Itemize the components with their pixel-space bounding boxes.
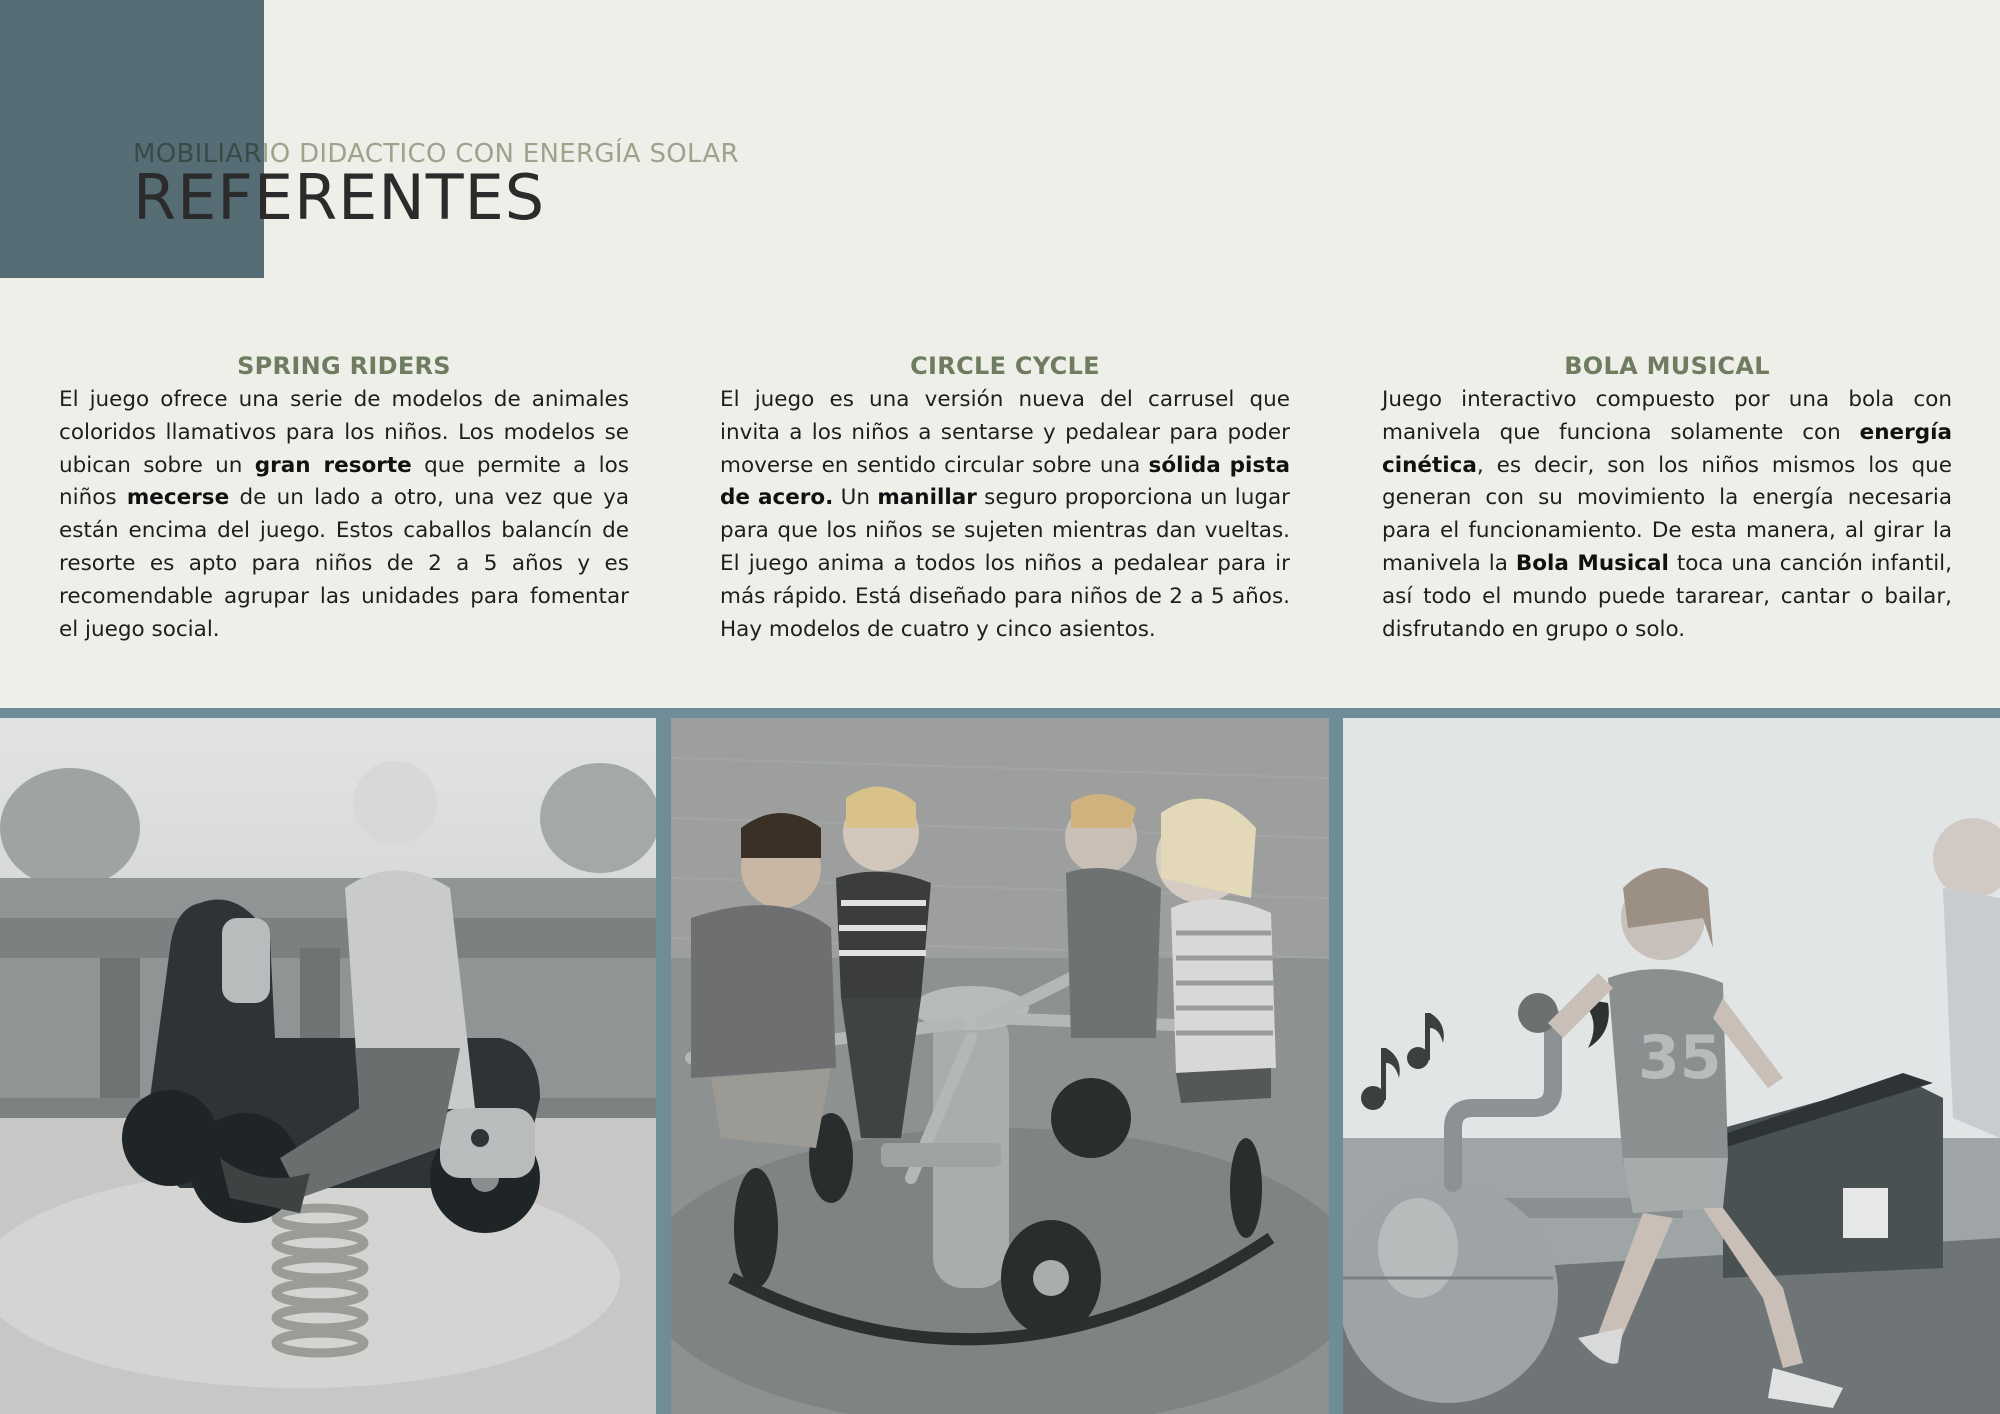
column-text (720, 384, 1290, 646)
text-segment: El juego es una versión nueva del carrusel que invita a los niños a sentarse y pedalear para poder moverse en sentido circular sobre una (720, 387, 1290, 478)
text-segment: , es decir, son los niños mismos los que generan con su movimiento la energía necesaria para el funcionamiento. De esta manera, al girar la manivela la (1382, 452, 1952, 576)
text-segment: Juego interactivo compuesto por una bola con manivela que funciona solamente con (1382, 387, 1952, 445)
bold-phrase: manillar (877, 485, 977, 511)
text-segment: toca una canción infantil, así todo el mundo puede tararear, cantar o bailar, disfrutando en grupo o solo. (1382, 550, 1952, 642)
text-segment: El juego ofrece una serie de modelos de animales coloridos llamativos para los niños. Los modelos se ubican sobre un (59, 387, 629, 478)
column-title: SPRING RIDERS (237, 352, 451, 380)
column-circle-cycle (720, 348, 1290, 646)
column-spring-riders (59, 348, 629, 646)
musical-ball-photo (1343, 718, 2000, 1414)
text-segment: Un (833, 485, 878, 511)
column-text (1382, 384, 1952, 646)
page-title: REFERENTES (133, 161, 546, 234)
spring-rider-photo (0, 718, 656, 1414)
column-bola-musical (1382, 348, 1952, 646)
bold-phrase: energía cinética (1382, 419, 1952, 478)
bold-phrase: sólida pista de acero. (720, 452, 1290, 511)
bold-phrase: mecerse (126, 485, 230, 511)
svg-text:35: 35 (1638, 1023, 1722, 1093)
bold-phrase: Bola Musical (1515, 550, 1669, 576)
bold-phrase: gran resorte (254, 452, 412, 478)
column-text (59, 384, 629, 646)
text-segment: de un lado a otro, una vez que ya están encima del juego. Estos caballos balancín de resorte es apto para niños de 2 a 5 años y es recomendable agrupar las unidades para fomentar el juego social. (59, 485, 630, 642)
circle-cycle-photo (671, 718, 1329, 1414)
column-title: BOLA MUSICAL (1564, 352, 1770, 380)
text-segment: que permite a los niños (59, 452, 629, 511)
text-segment: seguro proporciona un lugar para que los niños se sujeten mientras dan vueltas. El juego anima a todos los niños a pedalear para ir más rápido. Está diseñado para niños de 2 a 5 años. Hay modelos de cuatro y cinco asientos. (720, 485, 1290, 642)
page-subtitle: MOBILIARIO DIDACTICO CON ENERGÍA SOLAR (133, 139, 739, 169)
column-title: CIRCLE CYCLE (910, 352, 1100, 380)
